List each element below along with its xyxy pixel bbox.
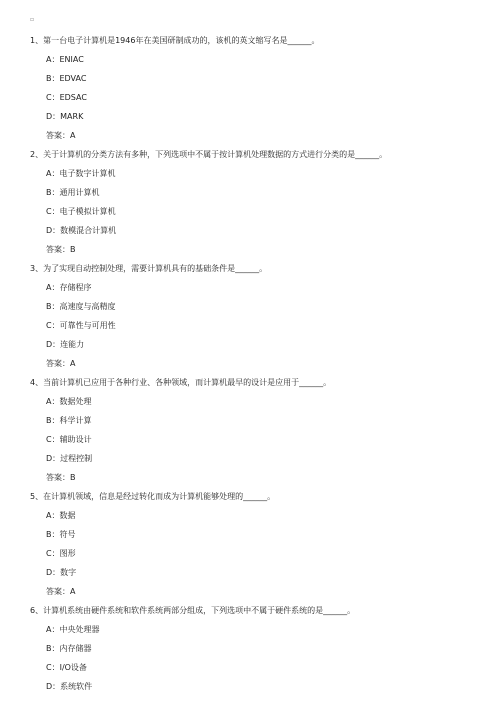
option-c: C：可靠性与可用性 — [46, 321, 116, 330]
option-b: B：通用计算机 — [46, 188, 100, 197]
question-6 — [0, 607, 504, 702]
option-d: D：系统软件 — [46, 682, 93, 691]
option-a: A：中央处理器 — [46, 625, 100, 634]
option-b: B：高速度与高精度 — [46, 302, 116, 311]
question-text: 1、第一台电子计算机是1946年在美国研制成功的，该机的英文缩写名是______。 — [30, 36, 320, 45]
page-mark: ▫ — [30, 16, 35, 23]
question-2 — [0, 151, 504, 265]
answer: 答案：B — [46, 245, 76, 254]
answer: 答案：B — [46, 473, 76, 482]
option-b: B：科学计算 — [46, 416, 92, 425]
option-d: D：过程控制 — [46, 454, 93, 463]
option-a: A：数据 — [46, 511, 76, 520]
question-text: 4、当前计算机已应用于各种行业、各种领域，而计算机最早的设计是应用于______。 — [30, 378, 332, 387]
option-b: B：内存储器 — [46, 644, 92, 653]
option-d: D：数字 — [46, 568, 77, 577]
option-c: C：I/O设备 — [46, 663, 87, 672]
question-list — [0, 37, 504, 702]
question-5 — [0, 493, 504, 607]
option-c: C：辅助设计 — [46, 435, 92, 444]
option-a: A：ENIAC — [46, 55, 84, 64]
answer: 答案：A — [46, 131, 76, 140]
question-text: 2、关于计算机的分类方法有多种，下列选项中不属于按计算机处理数据的方式进行分类的是______。 — [30, 150, 388, 159]
option-a: A：电子数字计算机 — [46, 169, 116, 178]
option-b: B：符号 — [46, 530, 76, 539]
option-a: A：数据处理 — [46, 397, 92, 406]
option-d: D：MARK — [46, 112, 84, 121]
option-c: C：电子模拟计算机 — [46, 207, 116, 216]
question-1 — [0, 37, 504, 151]
question-4 — [0, 379, 504, 493]
option-d: D：数模混合计算机 — [46, 226, 117, 235]
option-a: A：存储程序 — [46, 283, 92, 292]
question-3 — [0, 265, 504, 379]
answer: 答案：A — [46, 359, 76, 368]
answer: 答案：A — [46, 587, 76, 596]
option-c: C：图形 — [46, 549, 76, 558]
question-text: 6、计算机系统由硬件系统和软件系统两部分组成，下列选项中不属于硬件系统的是______。 — [30, 606, 356, 615]
option-d: D：连能力 — [46, 340, 85, 349]
question-text: 3、为了实现自动控制处理，需要计算机具有的基础条件是______。 — [30, 264, 268, 273]
option-c: C：EDSAC — [46, 93, 87, 102]
option-b: B：EDVAC — [46, 74, 87, 83]
question-text: 5、在计算机领域，信息是经过转化而成为计算机能够处理的______。 — [30, 492, 276, 501]
